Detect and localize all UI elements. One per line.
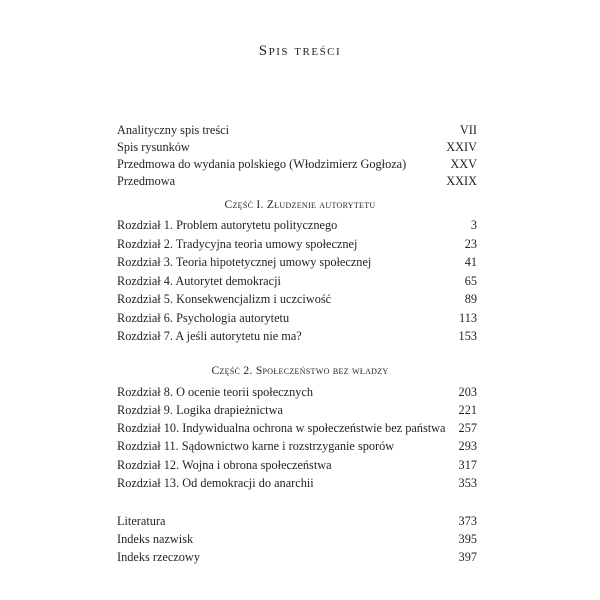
toc-entry-page: 203 xyxy=(458,385,477,399)
toc-entry-page: 293 xyxy=(458,439,477,453)
toc-entry xyxy=(117,235,477,253)
toc-entry xyxy=(117,155,477,173)
toc-entry xyxy=(117,419,477,437)
toc-entry-label: Rozdział 13. Od demokracji do anarchii xyxy=(117,476,314,490)
toc-entry-page: 353 xyxy=(458,476,477,490)
toc-entry xyxy=(117,327,477,345)
toc-entry-label: Analityczny spis treści xyxy=(117,123,230,137)
toc-entry-page: VII xyxy=(459,123,477,137)
toc-entry xyxy=(117,216,477,234)
toc-entry-label: Rozdział 8. O ocenie teorii społecznych xyxy=(117,385,313,399)
toc-entry-page: 153 xyxy=(458,329,477,343)
toc-entry-label: Przedmowa xyxy=(117,174,176,188)
toc-entry xyxy=(117,172,477,190)
toc-entry xyxy=(117,530,477,548)
toc-entry-page: 317 xyxy=(458,458,477,472)
toc-entry-label: Rozdział 7. A jeśli autorytetu nie ma? xyxy=(117,329,302,343)
toc-entry-label: Rozdział 3. Teoria hipotetycznej umowy społecznej xyxy=(117,255,372,269)
toc-entry-page: 257 xyxy=(458,421,477,435)
toc-entry xyxy=(117,290,477,308)
toc-entry-page: XXIX xyxy=(446,174,477,188)
toc-entry-label: Literatura xyxy=(117,514,166,528)
toc-entry-label: Rozdział 1. Problem autorytetu politycznego xyxy=(117,218,338,232)
page-title: Spis treści xyxy=(258,43,342,59)
toc-entry xyxy=(117,548,477,566)
toc-entry-label: Spis rysunków xyxy=(117,140,190,154)
toc-entry-page: 89 xyxy=(464,292,477,306)
toc-entry-label: Rozdział 9. Logika drapieżnictwa xyxy=(117,403,283,417)
toc-entry-label: Rozdział 12. Wojna i obrona społeczeństwa xyxy=(117,458,332,472)
toc-entry-label: Indeks nazwisk xyxy=(117,532,194,546)
toc-entry-label: Rozdział 10. Indywidualna ochrona w społeczeństwie bez państwa xyxy=(117,421,446,435)
toc-entry xyxy=(117,272,477,290)
toc-entry-label: Rozdział 6. Psychologia autorytetu xyxy=(117,311,290,325)
toc-entry xyxy=(117,253,477,271)
toc-entry-label: Indeks rzeczowy xyxy=(117,550,200,564)
toc-entry xyxy=(117,121,477,139)
toc-entry-label: Rozdział 5. Konsekwencjalizm i uczciwość xyxy=(117,292,332,306)
toc-entry-page: XXV xyxy=(450,157,477,171)
toc-entry-page: 221 xyxy=(458,403,477,417)
toc-entry xyxy=(117,309,477,327)
toc-entry-page: 65 xyxy=(464,274,477,288)
toc-entry xyxy=(117,383,477,401)
toc-entry-page: 373 xyxy=(458,514,477,528)
toc-entry-page: 113 xyxy=(459,311,477,325)
toc-entry-label: Rozdział 2. Tradycyjna teoria umowy społecznej xyxy=(117,237,358,251)
toc-entry-page: XXIV xyxy=(446,140,477,154)
toc-entry-label: Rozdział 4. Autorytet demokracji xyxy=(117,274,281,288)
toc-entry xyxy=(117,437,477,455)
toc-entry xyxy=(117,456,477,474)
part-heading: Część I. Złudzenie autorytetu xyxy=(224,199,376,211)
toc-entry-page: 395 xyxy=(458,532,477,546)
toc-entry-label: Przedmowa do wydania polskiego (Włodzimierz Gogłoza) xyxy=(117,157,407,171)
toc-entry-page: 23 xyxy=(464,237,477,251)
toc-entry-label: Rozdział 11. Sądownictwo karne i rozstrzyganie sporów xyxy=(117,439,395,453)
toc-entry xyxy=(117,512,477,530)
toc-entry-page: 397 xyxy=(458,550,477,564)
toc-entry xyxy=(117,474,477,492)
toc-entry xyxy=(117,401,477,419)
toc-entry-page: 41 xyxy=(464,255,477,269)
toc-entry xyxy=(117,138,477,156)
part-heading: Część 2. Społeczeństwo bez władzy xyxy=(211,365,389,377)
toc-entry-page: 3 xyxy=(470,218,477,232)
